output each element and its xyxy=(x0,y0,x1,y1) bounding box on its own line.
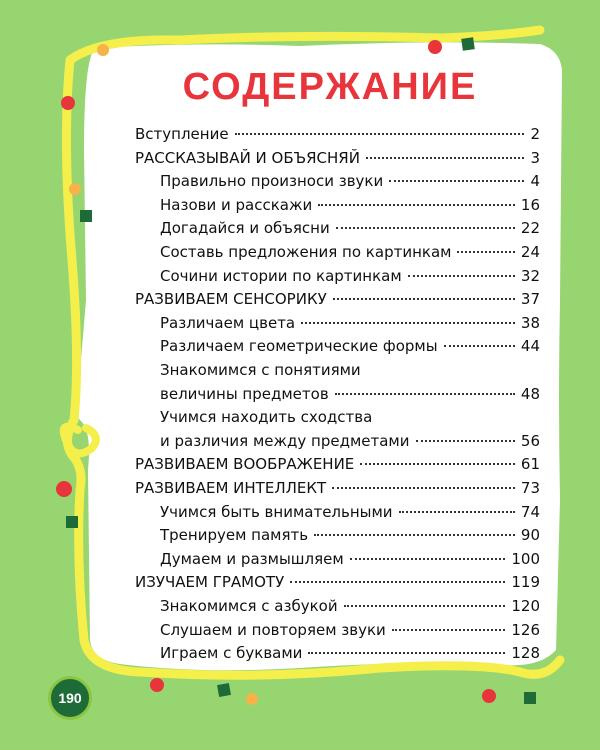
toc-label: Знакомимся с понятиями xyxy=(160,361,361,379)
dot-leader xyxy=(333,298,515,300)
toc-page-number: 44 xyxy=(520,337,540,356)
dot-leader xyxy=(344,605,506,607)
dot-leader xyxy=(336,227,515,229)
toc-label: РАЗВИВАЕМ ВООБРАЖЕНИЕ xyxy=(135,455,355,474)
toc-label: Знакомимся с азбукой xyxy=(160,597,338,615)
toc-entry-row xyxy=(160,503,540,521)
toc-page-number: 73 xyxy=(520,479,540,497)
toc-page-number: 37 xyxy=(520,290,540,309)
dot-leader xyxy=(308,652,505,654)
toc-entry-row xyxy=(160,526,540,544)
toc-entry-row xyxy=(160,550,540,568)
toc-page-number: 32 xyxy=(520,266,540,285)
toc-label: Тренируем память xyxy=(160,526,309,545)
dot-leader xyxy=(399,511,515,513)
toc-label: РАЗВИВАЕМ ИНТЕЛЛЕКТ xyxy=(135,479,327,497)
toc-entry-row xyxy=(160,243,540,261)
toc-page-number: 128 xyxy=(511,644,540,663)
toc-entry-row xyxy=(160,408,540,426)
toc-entry-row xyxy=(160,361,540,379)
toc-label: Составь предложения по картинкам xyxy=(160,243,452,261)
toc-page-number: 24 xyxy=(520,243,540,261)
dot-leader xyxy=(318,204,515,206)
toc-entry-row xyxy=(160,196,540,214)
toc-entry-row xyxy=(160,314,540,332)
toc-entry-row xyxy=(160,267,540,285)
dot-leader xyxy=(235,133,525,135)
toc-section-row xyxy=(135,149,540,167)
toc-section-row xyxy=(135,573,540,591)
toc-page-number: 3 xyxy=(530,148,540,167)
toc-entry-row xyxy=(160,219,540,237)
toc-label: РАЗВИВАЕМ СЕНСОРИКУ xyxy=(135,290,327,309)
toc-label: Правильно произноси звуки xyxy=(160,172,384,191)
toc-label: Назови и расскажи xyxy=(160,195,313,214)
dot-leader xyxy=(360,463,515,465)
dot-leader xyxy=(314,534,515,536)
toc-page-number: 74 xyxy=(520,502,540,521)
toc-page-number: 90 xyxy=(520,526,540,545)
dot-leader xyxy=(444,345,515,347)
toc-label: Учимся быть внимательными xyxy=(160,502,393,521)
dot-leader xyxy=(332,487,515,489)
toc-label: РАССКАЗЫВАЙ И ОБЪЯСНЯЙ xyxy=(135,148,360,167)
toc-label: Учимся находить сходства xyxy=(160,408,373,427)
dot-leader xyxy=(335,393,515,395)
toc-page-number: 2 xyxy=(530,125,540,143)
dot-leader xyxy=(366,157,525,159)
toc-page-number: 16 xyxy=(520,195,540,214)
toc-page-number: 61 xyxy=(520,455,540,474)
dot-leader xyxy=(389,180,524,182)
dot-leader xyxy=(290,581,505,583)
toc-entry-row xyxy=(160,597,540,615)
toc-label: Вступление xyxy=(135,125,229,143)
toc-label: и различия между предметами xyxy=(160,431,410,450)
toc-section-row xyxy=(135,290,540,308)
toc-section-row xyxy=(135,479,540,497)
toc-page-number: 56 xyxy=(520,431,540,450)
page-number-badge: 190 xyxy=(48,676,92,720)
toc-label: Различаем геометрические формы xyxy=(160,337,438,356)
toc-label: Различаем цвета xyxy=(160,313,296,332)
toc-entry-row xyxy=(160,644,540,662)
toc-section-row xyxy=(135,455,540,473)
toc-section-row xyxy=(135,125,540,143)
toc-entry-row xyxy=(160,621,540,639)
toc-label: Сочини истории по картинкам xyxy=(160,266,402,285)
toc-page-number: 38 xyxy=(520,313,540,332)
dot-leader xyxy=(392,629,506,631)
toc-label: величины предметов xyxy=(160,384,329,403)
toc-page-number: 48 xyxy=(520,384,540,403)
dot-leader xyxy=(457,251,514,253)
toc-label: ИЗУЧАЕМ ГРАМОТУ xyxy=(135,573,285,592)
page-title: СОДЕРЖАНИЕ xyxy=(182,66,478,108)
dot-leader xyxy=(301,322,515,324)
toc-label: Играем с буквами xyxy=(160,644,303,663)
toc-label: Думаем и размышляем xyxy=(160,549,344,568)
toc-entry-row xyxy=(160,385,540,403)
dot-leader xyxy=(416,440,515,442)
toc-page-number: 100 xyxy=(511,549,540,568)
toc-page-number: 120 xyxy=(511,597,540,615)
dot-leader xyxy=(350,558,506,560)
dot-leader xyxy=(408,275,515,277)
toc-page-number: 126 xyxy=(511,620,540,639)
toc-label: Догадайся и объясни xyxy=(160,219,330,238)
toc-page-number: 119 xyxy=(511,573,540,592)
toc-page-number: 22 xyxy=(520,219,540,238)
toc-page-number: 4 xyxy=(530,172,540,191)
toc-label: Слушаем и повторяем звуки xyxy=(160,620,386,639)
toc-entry-row xyxy=(160,337,540,355)
toc-entry-row xyxy=(160,172,540,190)
toc-entry-row xyxy=(160,432,540,450)
